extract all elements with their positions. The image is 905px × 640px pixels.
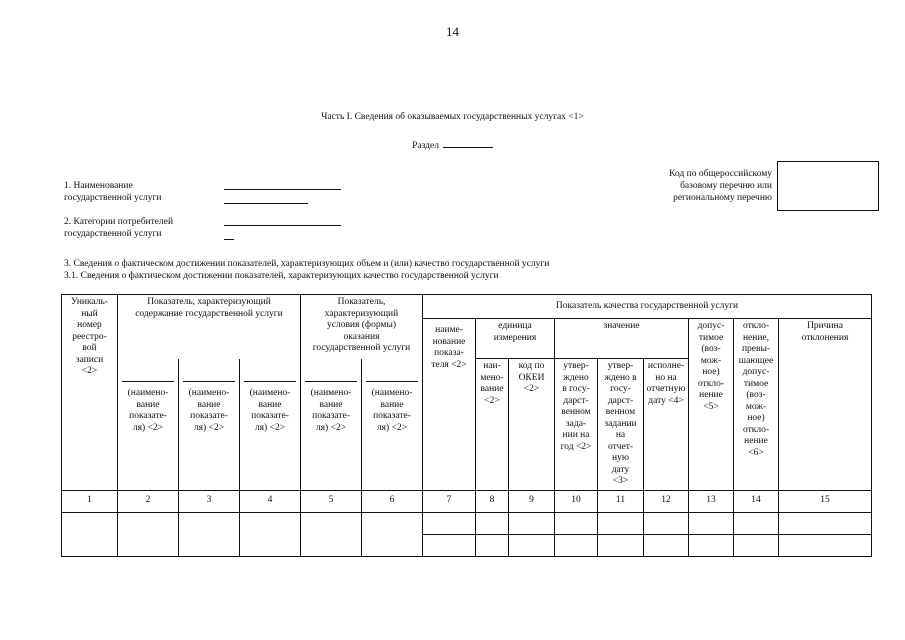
cell[interactable] [644, 534, 689, 556]
header-unit-name: наи- мено- вание <2> [476, 359, 509, 491]
cell-condition-2[interactable] [362, 512, 423, 556]
col-num: 3 [179, 490, 240, 512]
section-label: Раздел [412, 141, 439, 151]
cell[interactable] [689, 512, 734, 534]
section-number-field[interactable] [443, 138, 493, 148]
col-num: 6 [362, 490, 423, 512]
header-value: значение [555, 319, 689, 359]
col-num: 13 [689, 490, 734, 512]
col-num: 11 [598, 490, 644, 512]
cell[interactable] [598, 534, 644, 556]
col-num: 15 [779, 490, 872, 512]
col-num: 12 [644, 490, 689, 512]
consumer-category-label: 2. Категории потребителей государственной услуги [64, 217, 174, 239]
service-name-label: 1. Наименование государственной услуги [64, 181, 162, 203]
header-value-approved-year: утвер- ждено в госу- дарст- венном зада- нии на год <2> [555, 359, 598, 491]
cell[interactable] [779, 534, 872, 556]
cell[interactable] [476, 534, 509, 556]
col-num: 2 [118, 490, 179, 512]
col-num: 14 [734, 490, 779, 512]
col-num: 10 [555, 490, 598, 512]
cell[interactable] [779, 512, 872, 534]
header-content-param-3: (наимено- вание показате- ля) <2> [240, 359, 301, 491]
header-content-param-1: (наимено- вание показате- ля) <2> [118, 359, 179, 491]
cell-unique-number[interactable] [62, 512, 118, 556]
header-exceeding-deviation: откло- нение, превы- шающее допус- тимое (воз- мож- ное) откло- нение <6> [734, 319, 779, 491]
cell[interactable] [734, 512, 779, 534]
cell[interactable] [555, 534, 598, 556]
header-condition-param-2: (наимено- вание показате- ля) <2> [362, 359, 423, 491]
registry-code-box[interactable] [777, 161, 879, 211]
registry-code-label: Код по общероссийскому базовому перечню или региональному перечню [669, 169, 772, 203]
col-num: 5 [301, 490, 362, 512]
header-content-indicator: Показатель, характеризующий содержание государственной услуги [118, 295, 301, 359]
col-num: 9 [509, 490, 555, 512]
header-unique-number: Уникаль- ный номер реестро- вой записи <2> [62, 295, 118, 491]
cell[interactable] [423, 512, 476, 534]
consumer-category-field-line2[interactable] [224, 239, 234, 240]
col-num: 4 [240, 490, 301, 512]
header-allowed-deviation: допус- тимое (воз- мож- ное) откло- нение <5> [689, 319, 734, 491]
column-number-row [62, 490, 872, 512]
cell[interactable] [555, 512, 598, 534]
cell-condition-1[interactable] [301, 512, 362, 556]
cell[interactable] [689, 534, 734, 556]
header-unit: единица измерения [476, 319, 555, 359]
header-deviation-reason: Причина отклонения [779, 319, 872, 491]
header-okei-code: код по ОКЕИ <2> [509, 359, 555, 491]
section-3-heading: 3. Сведения о фактическом достижении показателей, характеризующих объем и (или) качество государственной услуги 3.1. Сведения о фактическом достижении показателей, характеризующих качество государственной услуги [64, 259, 550, 281]
header-condition-indicator: Показатель, характеризующий условия (формы) оказания государственной услуги [301, 295, 423, 359]
quality-indicators-table [61, 294, 872, 557]
service-name-field-line1[interactable] [224, 189, 341, 190]
col-num: 8 [476, 490, 509, 512]
col-num: 1 [62, 490, 118, 512]
cell-content-3[interactable] [240, 512, 301, 556]
header-value-approved-date: утвер- ждено в госу- дарст- венном задании на отчет- ную дату <3> [598, 359, 644, 491]
col-num: 7 [423, 490, 476, 512]
header-content-param-2: (наимено- вание показате- ля) <2> [179, 359, 240, 491]
cell-content-1[interactable] [118, 512, 179, 556]
header-value-executed: исполне- но на отчетную дату <4> [644, 359, 689, 491]
cell-content-2[interactable] [179, 512, 240, 556]
cell[interactable] [509, 534, 555, 556]
header-quality-indicator: Показатель качества государственной услуги [423, 295, 872, 319]
cell[interactable] [734, 534, 779, 556]
consumer-category-field-line1[interactable] [224, 225, 341, 226]
service-name-field-line2[interactable] [224, 203, 308, 204]
cell[interactable] [476, 512, 509, 534]
cell[interactable] [598, 512, 644, 534]
cell[interactable] [509, 512, 555, 534]
table-row [62, 512, 872, 534]
cell[interactable] [644, 512, 689, 534]
header-condition-param-1: (наимено- вание показате- ля) <2> [301, 359, 362, 491]
page-number: 14 [446, 24, 459, 39]
header-indicator-name: наиме- нование показа- теля <2> [423, 319, 476, 491]
part-title: Часть I. Сведения об оказываемых государственных услугах <1> [321, 112, 584, 122]
section-label-row [0, 138, 905, 151]
cell[interactable] [423, 534, 476, 556]
